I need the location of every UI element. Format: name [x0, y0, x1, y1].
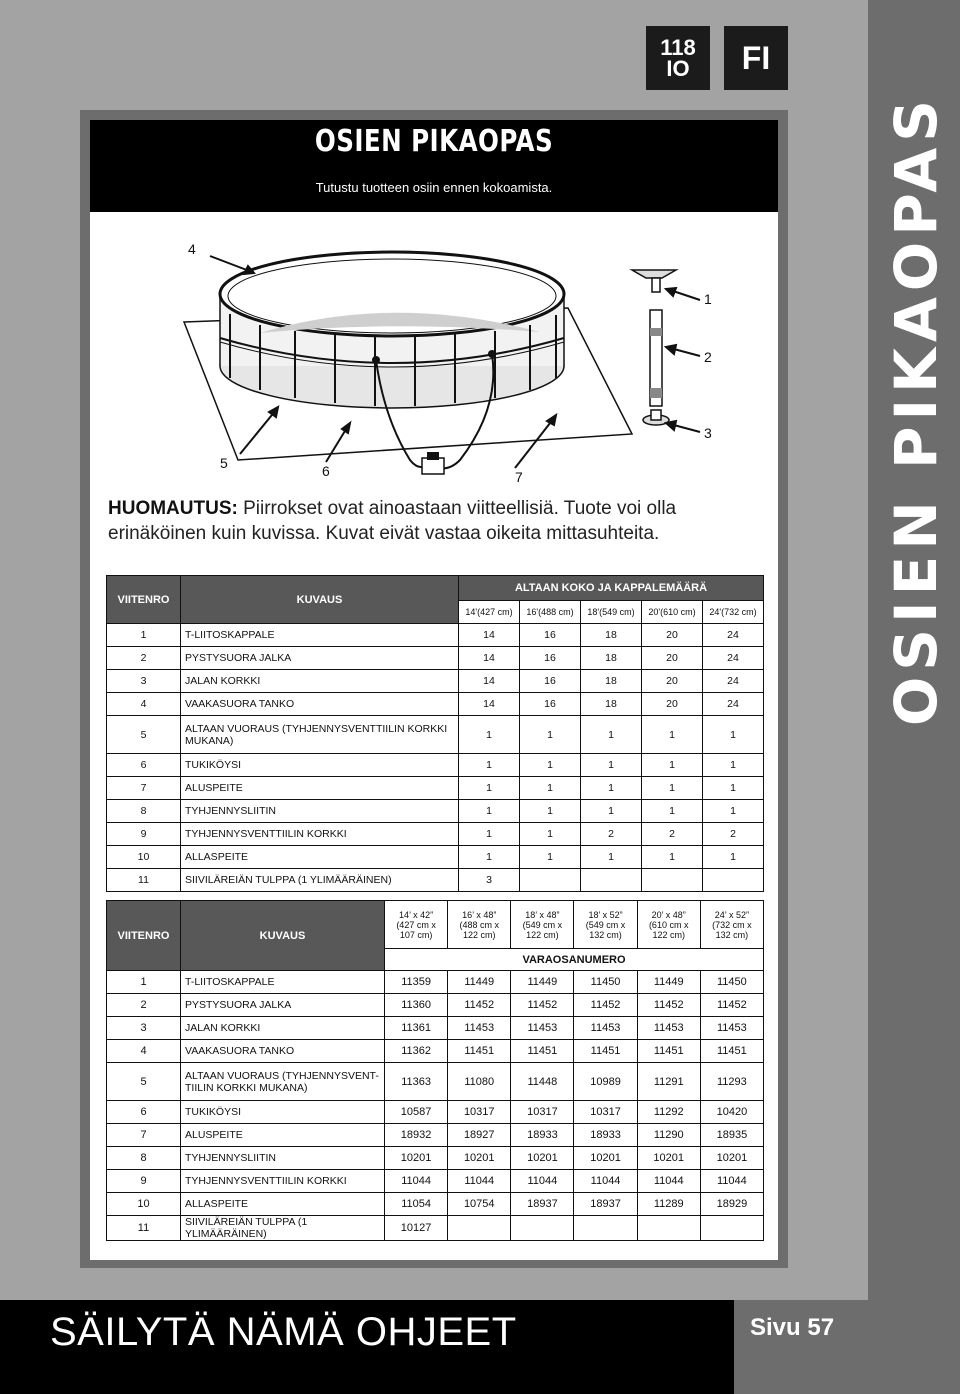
value-cell: 1 [581, 716, 642, 754]
note-text: Piirrokset ovat ainoastaan viitteellisiä. Tuote voi olla erinäköinen kuin kuvissa. Kuvat eivät vastaa oikeita mittasuhteita. [108, 498, 677, 544]
desc-cell: ALLASPEITE [181, 1193, 385, 1216]
table-row [107, 1216, 764, 1241]
value-cell: 11290 [637, 1124, 700, 1147]
table-row [107, 800, 764, 823]
value-cell: 18 [581, 670, 642, 693]
value-cell: 1 [459, 777, 520, 800]
value-cell: 1 [520, 846, 581, 869]
ref-cell: 10 [107, 1193, 181, 1216]
value-cell: 11451 [448, 1040, 511, 1063]
ref-cell: 6 [107, 754, 181, 777]
table-row [107, 994, 764, 1017]
footer-text: SÄILYTÄ NÄMÄ OHJEET [50, 1310, 517, 1354]
desc-cell: T-LIITOSKAPPALE [181, 624, 459, 647]
ref-cell: 11 [107, 869, 181, 892]
value-cell: 1 [581, 800, 642, 823]
callout-7: 7 [515, 469, 523, 485]
ref-cell: 11 [107, 1216, 181, 1241]
value-cell: 1 [703, 754, 764, 777]
value-cell: 20 [642, 670, 703, 693]
col-ref-header: VIITENRO [107, 576, 181, 624]
table-row [107, 624, 764, 647]
table-row [107, 647, 764, 670]
value-cell: 1 [703, 846, 764, 869]
value-cell: 11453 [448, 1017, 511, 1040]
value-cell: 11361 [385, 1017, 448, 1040]
desc-cell: ALUSPEITE [181, 1124, 385, 1147]
table-row [107, 670, 764, 693]
table-row [107, 1101, 764, 1124]
page-number: Sivu 57 [750, 1314, 835, 1341]
value-cell: 18937 [511, 1193, 574, 1216]
value-cell: 1 [459, 823, 520, 846]
ref-cell: 8 [107, 1147, 181, 1170]
table-row [107, 693, 764, 716]
value-cell: 18932 [385, 1124, 448, 1147]
section-subtitle: Tutustu tuotteen osiin ennen kokoamista. [315, 180, 553, 195]
desc-cell: VAAKASUORA TANKO [181, 1040, 385, 1063]
value-cell: 16 [520, 624, 581, 647]
value-cell: 11452 [574, 994, 637, 1017]
section-header [90, 120, 778, 212]
value-cell: 1 [520, 800, 581, 823]
size-header: 14’ x 42” (427 cm x 107 cm) [385, 901, 448, 949]
value-cell: 18933 [511, 1124, 574, 1147]
value-cell: 1 [703, 716, 764, 754]
value-cell: 10317 [574, 1101, 637, 1124]
callout-5: 5 [220, 455, 228, 471]
value-cell: 11292 [637, 1101, 700, 1124]
value-cell: 11451 [574, 1040, 637, 1063]
col-ref-header: VIITENRO [107, 901, 181, 971]
value-cell: 10127 [385, 1216, 448, 1241]
ref-cell: 4 [107, 693, 181, 716]
value-cell: 10754 [448, 1193, 511, 1216]
size-header: 20’ x 48” (610 cm x 122 cm) [637, 901, 700, 949]
value-cell: 11453 [574, 1017, 637, 1040]
ref-cell: 2 [107, 647, 181, 670]
value-cell [574, 1216, 637, 1241]
quantity-table [106, 575, 764, 892]
table-row [107, 1147, 764, 1170]
desc-cell: TYHJENNYSVENTTIILIN KORKKI [181, 823, 459, 846]
size-header: 14'(427 cm) [459, 601, 520, 624]
table-row [107, 971, 764, 994]
value-cell: 1 [581, 777, 642, 800]
ref-cell: 8 [107, 800, 181, 823]
value-cell: 16 [520, 647, 581, 670]
value-cell: 18927 [448, 1124, 511, 1147]
value-cell: 1 [703, 777, 764, 800]
value-cell: 11448 [511, 1063, 574, 1101]
value-cell: 1 [459, 716, 520, 754]
value-cell: 1 [642, 777, 703, 800]
value-cell [703, 869, 764, 892]
value-cell: 11452 [511, 994, 574, 1017]
ref-cell: 3 [107, 670, 181, 693]
value-cell: 1 [459, 800, 520, 823]
ref-cell: 4 [107, 1040, 181, 1063]
value-cell: 1 [642, 754, 703, 777]
value-cell [581, 869, 642, 892]
desc-cell: TYHJENNYSLIITIN [181, 1147, 385, 1170]
value-cell: 11044 [637, 1170, 700, 1193]
table-row [107, 1170, 764, 1193]
ref-cell: 1 [107, 971, 181, 994]
value-cell: 10317 [448, 1101, 511, 1124]
callout-1: 1 [704, 291, 712, 307]
value-cell: 10587 [385, 1101, 448, 1124]
size-header: 24'(732 cm) [703, 601, 764, 624]
language-badge [724, 26, 788, 90]
table-row [107, 1124, 764, 1147]
value-cell: 10989 [574, 1063, 637, 1101]
table-row [107, 823, 764, 846]
value-cell: 11452 [637, 994, 700, 1017]
model-badge [646, 26, 710, 90]
note [108, 496, 768, 546]
size-header: 18’ x 52” (549 cm x 132 cm) [574, 901, 637, 949]
value-cell: 11449 [637, 971, 700, 994]
value-cell [511, 1216, 574, 1241]
pool-diagram [170, 238, 740, 490]
desc-cell: SIIVILÄREIÄN TULPPA (1 YLIMÄÄRÄINEN) [181, 1216, 385, 1241]
page-number-box [734, 1300, 960, 1394]
value-cell: 11451 [700, 1040, 763, 1063]
value-cell [642, 869, 703, 892]
value-cell: 11044 [574, 1170, 637, 1193]
value-cell: 20 [642, 647, 703, 670]
value-cell: 11044 [700, 1170, 763, 1193]
value-cell: 11451 [511, 1040, 574, 1063]
table-row [107, 754, 764, 777]
value-cell: 11291 [637, 1063, 700, 1101]
value-cell: 11080 [448, 1063, 511, 1101]
value-cell: 1 [520, 823, 581, 846]
value-cell: 2 [703, 823, 764, 846]
value-cell: 10201 [448, 1147, 511, 1170]
desc-cell: TUKIKÖYSI [181, 1101, 385, 1124]
side-title-text: OSIEN PIKAOPAS [882, 93, 950, 727]
value-cell: 1 [581, 754, 642, 777]
value-cell: 11360 [385, 994, 448, 1017]
table-row [107, 1063, 764, 1101]
value-cell [637, 1216, 700, 1241]
ref-cell: 6 [107, 1101, 181, 1124]
section-title: OSIEN PIKAOPAS [314, 124, 554, 159]
side-title [880, 93, 952, 727]
value-cell: 24 [703, 693, 764, 716]
spare-parts-table [106, 900, 764, 1241]
desc-cell: ALTAAN VUORAUS (TYHJENNYSVENTTIILIN KORKKI MUKANA) [181, 716, 459, 754]
col-group-header: ALTAAN KOKO JA KAPPALEMÄÄRÄ [459, 576, 764, 601]
value-cell: 24 [703, 624, 764, 647]
value-cell: 11452 [700, 994, 763, 1017]
value-cell: 11453 [637, 1017, 700, 1040]
value-cell: 11044 [511, 1170, 574, 1193]
value-cell: 14 [459, 647, 520, 670]
value-cell [700, 1216, 763, 1241]
value-cell: 20 [642, 624, 703, 647]
ref-cell: 9 [107, 823, 181, 846]
value-cell: 16 [520, 693, 581, 716]
table-row [107, 1017, 764, 1040]
part-number-subheader: VARAOSANUMERO [385, 949, 764, 971]
value-cell: 1 [642, 716, 703, 754]
value-cell: 1 [642, 800, 703, 823]
value-cell: 11293 [700, 1063, 763, 1101]
value-cell: 24 [703, 647, 764, 670]
value-cell: 11450 [574, 971, 637, 994]
value-cell: 20 [642, 693, 703, 716]
size-header: 18'(549 cm) [581, 601, 642, 624]
desc-cell: ALUSPEITE [181, 777, 459, 800]
desc-cell: ALLASPEITE [181, 846, 459, 869]
col-desc-header: KUVAUS [181, 576, 459, 624]
value-cell: 11054 [385, 1193, 448, 1216]
ref-cell: 1 [107, 624, 181, 647]
value-cell: 16 [520, 670, 581, 693]
value-cell: 18935 [700, 1124, 763, 1147]
value-cell: 1 [703, 800, 764, 823]
value-cell: 24 [703, 670, 764, 693]
desc-cell: SIIVILÄREIÄN TULPPA (1 YLIMÄÄRÄINEN) [181, 869, 459, 892]
value-cell: 3 [459, 869, 520, 892]
desc-cell: VAAKASUORA TANKO [181, 693, 459, 716]
value-cell: 1 [520, 777, 581, 800]
value-cell: 1 [642, 846, 703, 869]
value-cell: 10317 [511, 1101, 574, 1124]
value-cell: 18937 [574, 1193, 637, 1216]
value-cell: 18929 [700, 1193, 763, 1216]
note-lead: HUOMAUTUS: [108, 498, 238, 519]
desc-cell: TYHJENNYSLIITIN [181, 800, 459, 823]
value-cell: 1 [459, 846, 520, 869]
value-cell [520, 869, 581, 892]
value-cell: 2 [581, 823, 642, 846]
table-row [107, 716, 764, 754]
value-cell: 11453 [511, 1017, 574, 1040]
model-badge-text: 118 IO [660, 35, 696, 81]
size-header: 18’ x 48” (549 cm x 122 cm) [511, 901, 574, 949]
col-desc-header: KUVAUS [181, 901, 385, 971]
table-row [107, 1040, 764, 1063]
value-cell: 11044 [448, 1170, 511, 1193]
language-badge-text: FI [741, 39, 771, 76]
ref-cell: 7 [107, 777, 181, 800]
desc-cell: PYSTYSUORA JALKA [181, 994, 385, 1017]
size-header: 24’ x 52” (732 cm x 132 cm) [700, 901, 763, 949]
value-cell: 11044 [385, 1170, 448, 1193]
value-cell: 11289 [637, 1193, 700, 1216]
size-header: 16'(488 cm) [520, 601, 581, 624]
value-cell: 18933 [574, 1124, 637, 1147]
value-cell: 10201 [511, 1147, 574, 1170]
ref-cell: 7 [107, 1124, 181, 1147]
value-cell: 10201 [385, 1147, 448, 1170]
value-cell: 18 [581, 647, 642, 670]
table-row [107, 1193, 764, 1216]
ref-cell: 10 [107, 846, 181, 869]
callout-4: 4 [188, 241, 196, 257]
value-cell: 11449 [511, 971, 574, 994]
value-cell: 11449 [448, 971, 511, 994]
value-cell: 18 [581, 693, 642, 716]
callout-2: 2 [704, 349, 712, 365]
value-cell: 11453 [700, 1017, 763, 1040]
desc-cell: TUKIKÖYSI [181, 754, 459, 777]
value-cell: 1 [520, 716, 581, 754]
ref-cell: 5 [107, 1063, 181, 1101]
size-header: 16’ x 48” (488 cm x 122 cm) [448, 901, 511, 949]
callout-6: 6 [322, 463, 330, 479]
table-row [107, 846, 764, 869]
value-cell: 11363 [385, 1063, 448, 1101]
ref-cell: 3 [107, 1017, 181, 1040]
footer-bar [0, 1300, 734, 1394]
desc-cell: T-LIITOSKAPPALE [181, 971, 385, 994]
ref-cell: 5 [107, 716, 181, 754]
table-row [107, 869, 764, 892]
desc-cell: JALAN KORKKI [181, 670, 459, 693]
ref-cell: 9 [107, 1170, 181, 1193]
desc-cell: PYSTYSUORA JALKA [181, 647, 459, 670]
value-cell: 11451 [637, 1040, 700, 1063]
desc-cell: TYHJENNYSVENTTIILIN KORKKI [181, 1170, 385, 1193]
value-cell: 10201 [637, 1147, 700, 1170]
value-cell: 10201 [700, 1147, 763, 1170]
ref-cell: 2 [107, 994, 181, 1017]
value-cell: 14 [459, 693, 520, 716]
value-cell: 11452 [448, 994, 511, 1017]
value-cell: 1 [581, 846, 642, 869]
size-header: 20'(610 cm) [642, 601, 703, 624]
value-cell: 14 [459, 624, 520, 647]
value-cell: 1 [520, 754, 581, 777]
value-cell: 10420 [700, 1101, 763, 1124]
callout-3: 3 [704, 425, 712, 441]
desc-cell: ALTAAN VUORAUS (TYHJENNYSVENT-TIILIN KORKKI MUKANA) [181, 1063, 385, 1101]
value-cell: 1 [459, 754, 520, 777]
table-row [107, 777, 764, 800]
value-cell: 11359 [385, 971, 448, 994]
value-cell: 11362 [385, 1040, 448, 1063]
value-cell: 14 [459, 670, 520, 693]
value-cell: 11450 [700, 971, 763, 994]
value-cell: 2 [642, 823, 703, 846]
desc-cell: JALAN KORKKI [181, 1017, 385, 1040]
value-cell: 18 [581, 624, 642, 647]
value-cell: 10201 [574, 1147, 637, 1170]
value-cell [448, 1216, 511, 1241]
